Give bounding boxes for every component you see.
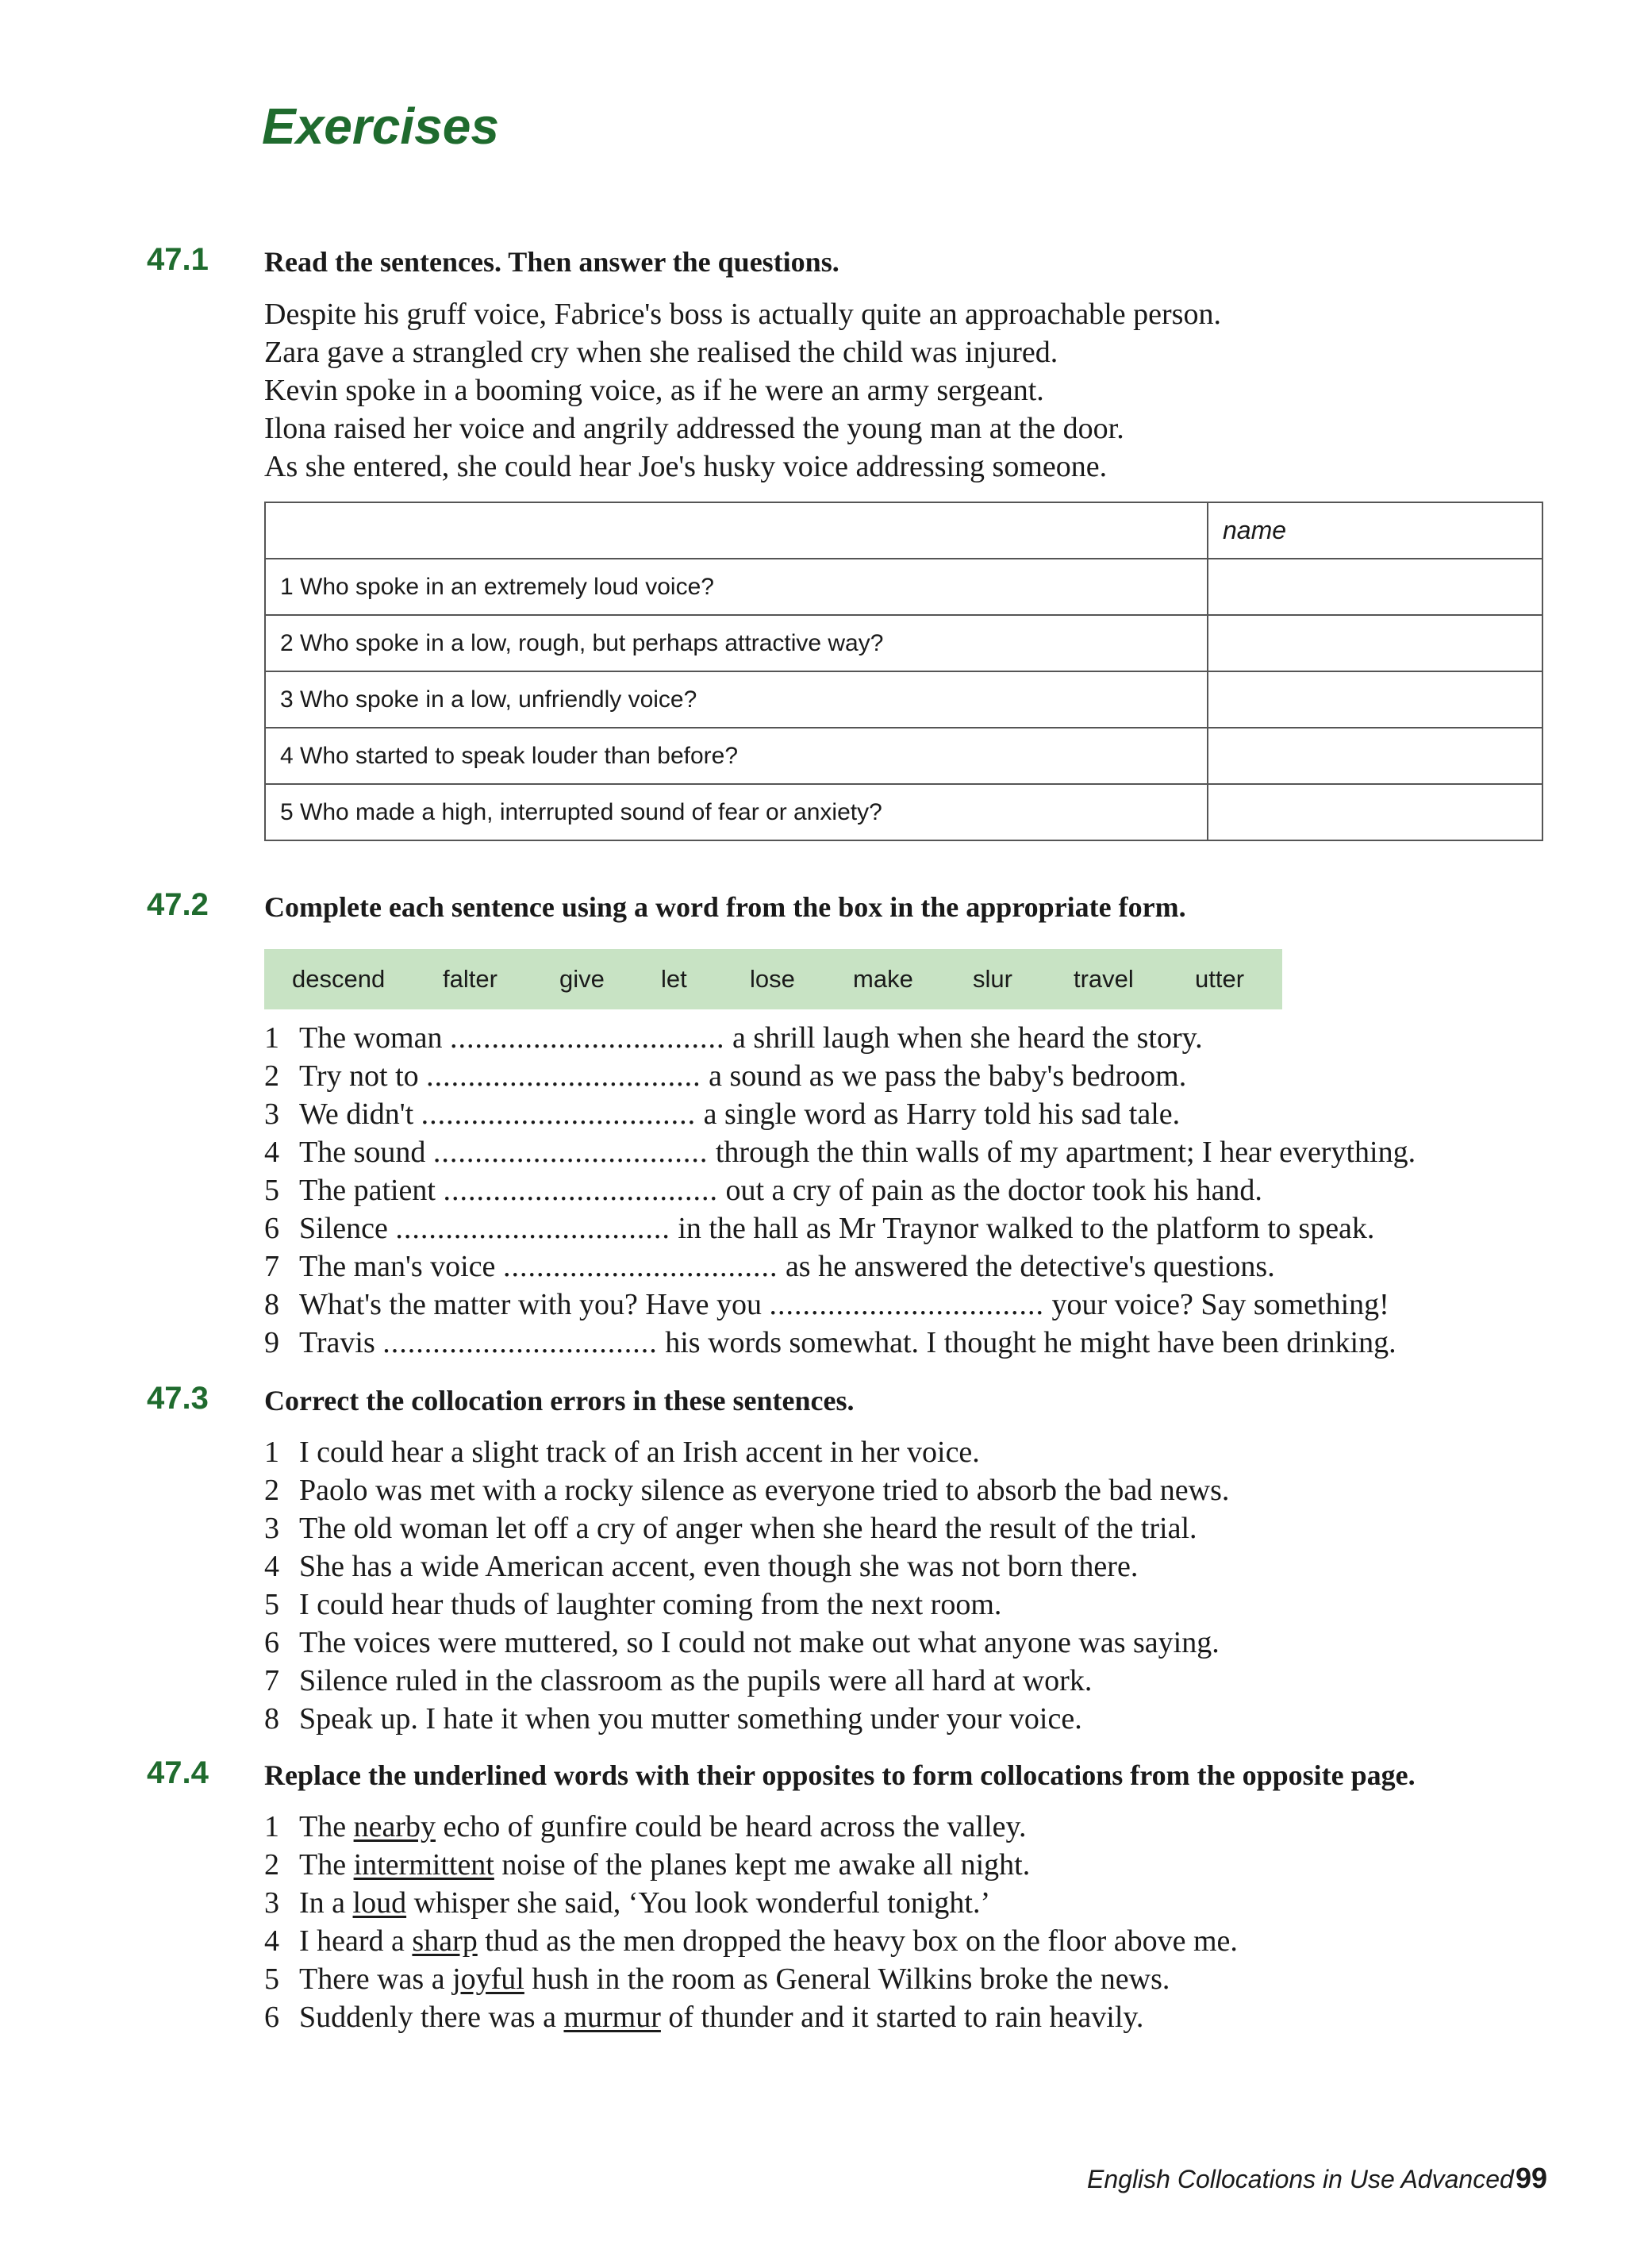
exercise-instruction: Replace the underlined words with their opposites to form collocations from the opposite page. — [264, 1759, 1416, 1791]
exercise-number: 47.3 — [147, 1381, 209, 1416]
word: let — [661, 965, 687, 993]
word: travel — [1074, 965, 1134, 993]
list-item: 4 The sound ................................. through the thin walls of my apartment; I hear everything. — [264, 1136, 1416, 1169]
answer-blank[interactable]: ................................. — [421, 1097, 697, 1131]
sentence: Despite his gruff voice, Fabrice's boss is actually quite an approachable person. — [264, 298, 1221, 331]
word: lose — [750, 965, 795, 993]
answer-blank[interactable]: ................................. — [432, 1136, 709, 1169]
list-item: 1 I could hear a slight track of an Irish accent in her voice. — [264, 1436, 980, 1469]
list-item: 6 The voices were muttered, so I could not make out what anyone was saying. — [264, 1626, 1220, 1659]
list-item: 8 Speak up. I hate it when you mutter something under your voice. — [264, 1702, 1082, 1736]
answer-blank[interactable]: ................................. — [449, 1021, 725, 1055]
list-item: 5 I could hear thuds of laughter coming from the next room. — [264, 1588, 1002, 1621]
underlined-word: intermittent — [353, 1848, 494, 1882]
question-cell: 5 Who made a high, interrupted sound of fear or anxiety? — [265, 784, 1208, 840]
table-header-name — [1208, 502, 1542, 559]
gap-fill-list — [264, 1019, 1416, 1362]
underlined-word: joyful — [452, 1962, 524, 1996]
answer-blank[interactable]: ................................. — [769, 1288, 1045, 1321]
word: falter — [443, 965, 497, 993]
correction-list — [264, 1433, 1229, 1738]
answer-cell[interactable] — [1208, 671, 1542, 728]
question-cell: 2 Who spoke in a low, rough, but perhaps attractive way? — [265, 615, 1208, 671]
table-header-empty — [265, 502, 1208, 559]
answer-cell[interactable] — [1208, 784, 1542, 840]
list-item: 5 The patient ................................. out a cry of pain as the doctor took his hand. — [264, 1174, 1262, 1207]
page-number: 99 — [1516, 2162, 1548, 2194]
list-item: 4 She has a wide American accent, even though she was not born there. — [264, 1550, 1139, 1583]
answer-cell[interactable] — [1208, 615, 1542, 671]
table-header-row — [265, 502, 1542, 559]
word: give — [559, 965, 605, 993]
list-item: 1 The woman ................................. a shrill laugh when she heard the story. — [264, 1021, 1203, 1055]
exercise-number: 47.4 — [147, 1755, 209, 1790]
answer-blank[interactable]: ................................. — [395, 1212, 670, 1245]
question-cell: 1 Who spoke in an extremely loud voice? — [265, 559, 1208, 615]
sentence: Kevin spoke in a booming voice, as if he were an army sergeant. — [264, 374, 1044, 407]
opposites-list — [264, 1808, 1238, 2036]
word: slur — [973, 965, 1012, 993]
answer-blank[interactable]: ................................. — [382, 1326, 658, 1359]
table-row — [265, 615, 1542, 671]
table-row — [265, 784, 1542, 840]
list-item: 4 I heard a sharp thud as the men dropped the heavy box on the floor above me. — [264, 1924, 1238, 1958]
answer-cell[interactable] — [1208, 559, 1542, 615]
list-item: 1 The nearby echo of gunfire could be heard across the valley. — [264, 1810, 1027, 1843]
answer-blank[interactable]: ................................. — [502, 1250, 778, 1283]
book-title: English Collocations in Use Advanced — [1087, 2165, 1514, 2193]
list-item: 2 Paolo was met with a rocky silence as everyone tried to absorb the bad news. — [264, 1474, 1230, 1507]
example-sentences — [264, 295, 1221, 486]
exercise-instruction: Complete each sentence using a word from the box in the appropriate form. — [264, 891, 1186, 923]
list-item: 9 Travis ................................. his words somewhat. I thought he might have been drinking. — [264, 1326, 1396, 1359]
underlined-word: sharp — [412, 1924, 478, 1958]
exercise-instruction: Read the sentences. Then answer the questions. — [264, 246, 839, 278]
list-item: 6 Suddenly there was a murmur of thunder and it started to rain heavily. — [264, 2001, 1144, 2034]
list-item: 5 There was a joyful hush in the room as General Wilkins broke the news. — [264, 1962, 1170, 1996]
question-cell: 3 Who spoke in a low, unfriendly voice? — [265, 671, 1208, 728]
sentence: Ilona raised her voice and angrily addressed the young man at the door. — [264, 412, 1124, 445]
list-item: 8 What's the matter with you? Have you ................................. your voice? Say something! — [264, 1288, 1389, 1321]
underlined-word: murmur — [563, 2001, 661, 2034]
answer-blank[interactable]: ................................. — [426, 1059, 701, 1093]
list-item: 7 Silence ruled in the classroom as the pupils were all hard at work. — [264, 1664, 1093, 1697]
list-item: 3 We didn't ................................. a single word as Harry told his sad tale. — [264, 1097, 1181, 1131]
exercise-number: 47.1 — [147, 242, 209, 277]
table-row — [265, 728, 1542, 784]
answer-cell[interactable] — [1208, 728, 1542, 784]
page-title: Exercises — [262, 98, 499, 155]
underlined-word: loud — [352, 1886, 407, 1920]
name-header: name — [1223, 516, 1287, 544]
word: descend — [292, 965, 386, 993]
list-item: 2 Try not to ................................. a sound as we pass the baby's bedroom. — [264, 1059, 1187, 1093]
list-item: 3 In a loud whisper she said, ‘You look wonderful tonight.’ — [264, 1886, 991, 1920]
table-row — [265, 559, 1542, 615]
list-item: 7 The man's voice ................................. as he answered the detective's questions. — [264, 1250, 1275, 1283]
answer-table — [264, 502, 1543, 841]
exercise-instruction: Correct the collocation errors in these sentences. — [264, 1385, 855, 1417]
list-item: 2 The intermittent noise of the planes kept me awake all night. — [264, 1848, 1031, 1882]
exercise-number: 47.2 — [147, 887, 209, 922]
sentence: As she entered, she could hear Joe's husky voice addressing someone. — [264, 450, 1108, 483]
table-row — [265, 671, 1542, 728]
list-item: 6 Silence ................................. in the hall as Mr Traynor walked to the platform to speak. — [264, 1212, 1375, 1245]
sentence: Zara gave a strangled cry when she realised the child was injured. — [264, 336, 1058, 369]
list-item: 3 The old woman let off a cry of anger when she heard the result of the trial. — [264, 1512, 1197, 1545]
answer-blank[interactable]: ................................. — [443, 1174, 718, 1207]
word: make — [853, 965, 913, 993]
underlined-word: nearby — [353, 1810, 436, 1843]
word: utter — [1195, 965, 1245, 993]
question-cell: 4 Who started to speak louder than before? — [265, 728, 1208, 784]
word-box — [264, 949, 1282, 1009]
